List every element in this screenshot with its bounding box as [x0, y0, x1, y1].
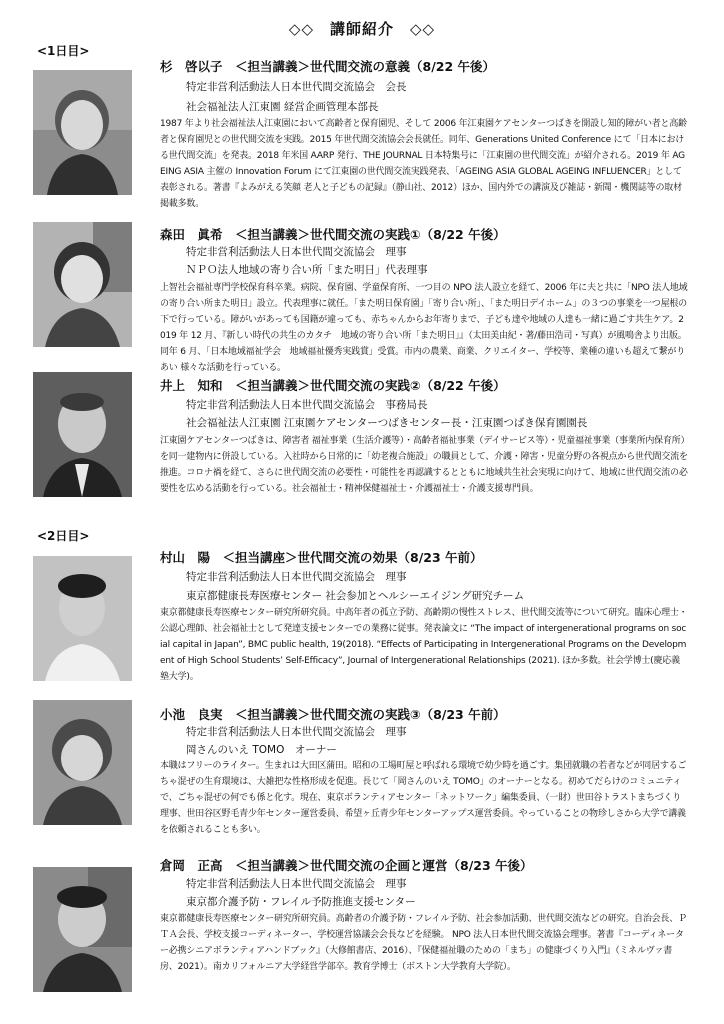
- speaker-affiliation: 社会福祉法人江東園 江東園ケアセンターつばきセンター長・江東園つばき保育園園長: [186, 417, 588, 429]
- speaker-affiliation: 社会福祉法人江東園 経営企画管理本部長: [186, 101, 379, 113]
- day1-label: <1日目>: [37, 44, 90, 58]
- speaker-heading: 村山 陽 ＜担当講座＞世代間交流の効果（8/23 午前）: [160, 550, 483, 565]
- speaker-affiliation: 特定非営利活動法人日本世代間交流協会 事務局長: [186, 399, 428, 411]
- speaker-heading: 小池 良実 ＜担当講義＞世代間交流の実践③（8/23 午前）: [160, 707, 506, 722]
- speaker-affiliation: 特定非営利活動法人日本世代間交流協会 理事: [186, 878, 407, 890]
- portrait-image: [33, 867, 132, 992]
- speaker-heading: 井上 知和 ＜担当講義＞世代間交流の実践②（8/22 午後）: [160, 378, 506, 393]
- speaker-photo: [33, 372, 132, 497]
- speaker-affiliation: 東京都介護予防・フレイル予防推進支援センター: [186, 896, 416, 908]
- speaker-heading: 森田 眞希 ＜担当講義＞世代間交流の実践①（8/22 午後）: [160, 227, 506, 242]
- speaker-photo: [33, 222, 132, 347]
- portrait-image: [33, 70, 132, 195]
- speaker-photo: [33, 867, 132, 992]
- speaker-affiliation: 特定非営利活動法人日本世代間交流協会 理事: [186, 726, 407, 738]
- portrait-image: [33, 372, 132, 497]
- speaker-affiliation: 岡さんのいえ TOMO オーナー: [186, 744, 337, 756]
- speaker-affiliation: 特定非営利活動法人日本世代間交流協会 理事: [186, 246, 407, 258]
- speaker-bio: 江東園ケアセンターつばきは、障害者 福祉事業（生活介護等）・高齢者福祉事業（デイサービス等）・児童福祉事業（事業所内保育所）を同一建物内に併設している。入社時から日常的に「幼老複合施設」の職員として、介護・障害・児童分野の各視点から世代間交流を推進。コロナ禍を経て、さらに世代間交流の必要性・可能性を再認識するとともに地域共生社会実現に向けて、地域に世代間交流の必要性を広める活動を行っている。社会福祉士・精神保健福祉士・介護福祉士・介護支援専門員。: [160, 436, 688, 494]
- speaker-bio: 上智社会福祉専門学校保育科卒業。病院、保育園、学童保育所、一つ目の NPO 法人設立を経て、2006 年に夫と共に「NPO 法人地域の寄り合い所また明日」設立。代表理事に就任。「また明日保育園」「寄り合い所」、「また明日デイホーム」の３つの事業を一つ屋根の下で行っている。障がいがあっても国籍が違っても、赤ちゃんからお年寄りまで、子ども達や地域の人達も一緒に過ごす共生ケア。2019 年 12 月、『新しい時代の共生のカタチ 地域の寄り合い所「また明日」』（太田美由紀・著/藤田浩司・写真）が風鳴舎より出版。同年 6 月、「日本地域福祉学会 地域福祉優秀実践賞」受賞。市内の農業、商業、クリエイター、学校等、業種の違いも超えて繋がりあい 様々な活動を行っている。: [160, 283, 688, 373]
- portrait-image: [33, 700, 132, 825]
- speaker-bio: 東京都健康長寿医療センター研究所研究員。中高年者の孤立予防、高齢期の慢性ストレス、世代間交流等について研究。臨床心理士・公認心理師、社会福祉士として発達支援センターでの業務に従事。発表論文に “The impact of intergenerational programs on social capital in Japan”, BMC public health, 19(2018). “Effects of Participating in Intergenerational Programs on the Development of High School Students’ Self-Efficacy”, Journal of Intergenerational Relationships (2021). ほか多数。社会学博士(慶応義塾大学)。: [160, 608, 688, 682]
- speaker-affiliation: ＮＰＯ法人地域の寄り合い所「また明日」代表理事: [186, 264, 428, 276]
- speaker-bio: 東京都健康長寿医療センター研究所研究員。高齢者の介護予防・フレイル予防、社会参加活動、世代間交流などの研究。自治会長、ＰＴＡ会長、学校支援コーディネーター、学校運営協議会会長などを経験。 NPO 法人日本世代間交流協会理事。著書『コーディネーター必携シニアボランティアハンドブック』（大修館書店、2016）、『保健福祉職のための「まち」の健康づくり入門』（ミネルヴァ書房、2021）。南カリフォルニア大学経営学部卒。教育学博士（ボストン大学教育大学院）。: [160, 914, 687, 972]
- speaker-affiliation: 特定非営利活動法人日本世代間交流協会 会長: [186, 81, 407, 93]
- day2-label: <2日目>: [37, 529, 90, 543]
- speaker-affiliation: 特定非営利活動法人日本世代間交流協会 理事: [186, 571, 407, 583]
- portrait-image: [33, 222, 132, 347]
- speaker-bio: 本職はフリーのライター。生まれは大田区蒲田。昭和の工場町屋と呼ばれる環境で幼少時を過ごす。集団就職の若者などが同居するごちゃ混ぜの生育環境は、大雑把な性格形成を促進。長じて「岡さんのいえ TOMO」のオーナーとなる。初めてだらけのコミュニティで、ごちゃ混ぜの何でも係と化す。現在、東京ボランティアセンター「ネットワーク」編集委員、（一財）世田谷トラストまちづくり理事、世田谷区野毛青少年センター運営委員、希望ヶ丘青少年センターアップス運営委員。やっていることの物珍しさから大学で講義を依頼されることも多い。: [160, 761, 687, 835]
- speaker-heading: 倉岡 正高 ＜担当講義＞世代間交流の企画と運営（8/23 午後）: [160, 858, 533, 873]
- speaker-bio: 1987 年より社会福祉法人江東園において高齢者と保育園児、そして 2006 年江東園ケアセンターつばきを開設し知的障がい者と高齢者と保育園児との世代間交流を実践。2015 年世代間交流協会会長就任。同年、Generations United Conference にて「日本における世代間交流」を発表。2018 年米国 AARP 発行、THE JOURNAL 日本特集号に「江東園の世代間交流」が紹介される。2019 年 AGEING ASIA 主催の Innovation Forum にて江東園の世代間交流実践発表、「AGEING ASIA GLOBAL AGEING INFLUENCER」として表彰される。著書『よみがえる笑顔 老人と子どもの記録』（静山社、2012）ほか、国内外での講演及び雑誌・新聞・機関誌等の取材掲載多数。: [160, 119, 687, 209]
- speaker-affiliation: 東京都健康長寿医療センター 社会参加とヘルシーエイジング研究チーム: [186, 590, 525, 602]
- speaker-photo: [33, 700, 132, 825]
- portrait-image: [33, 556, 132, 681]
- speaker-photo: [33, 70, 132, 195]
- speaker-photo: [33, 556, 132, 681]
- page-title: ◇◇ 講師紹介 ◇◇: [288, 20, 436, 38]
- speaker-heading: 杉 啓以子 ＜担当講義＞世代間交流の意義（8/22 午後）: [160, 59, 496, 74]
